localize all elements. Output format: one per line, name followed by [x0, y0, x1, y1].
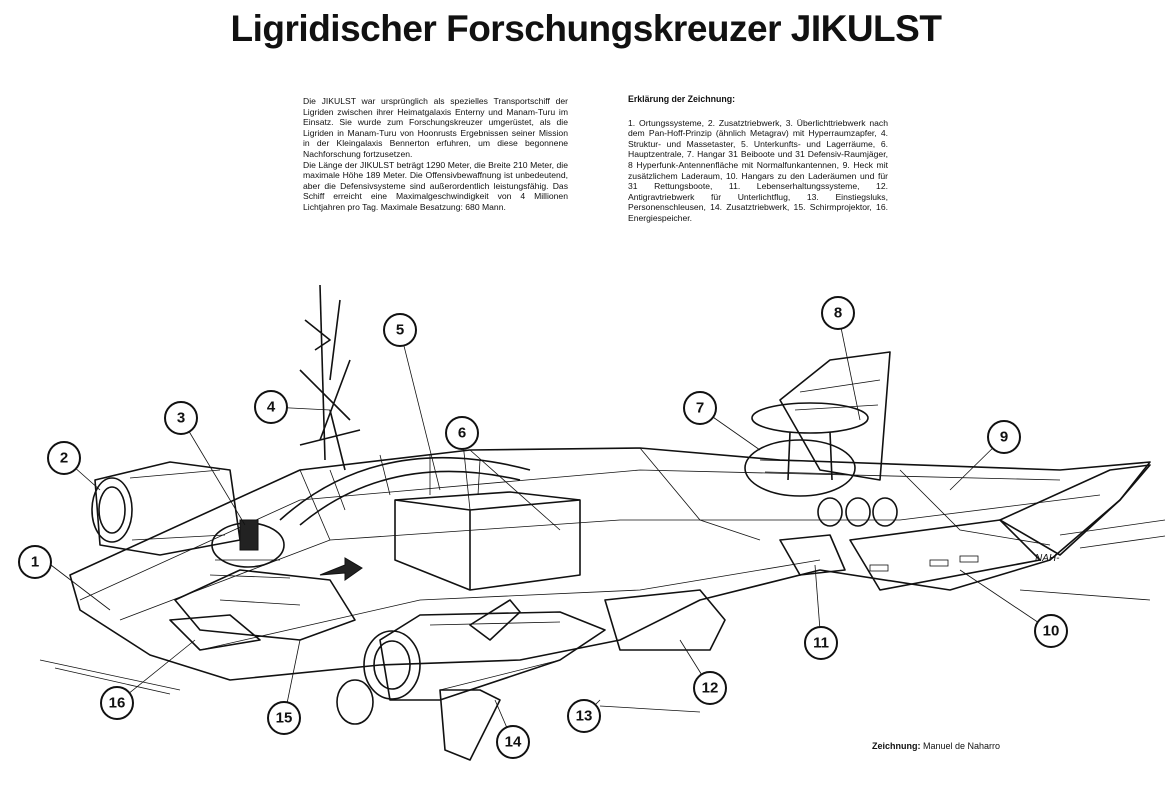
callout-1 — [19, 546, 51, 578]
callout-2 — [48, 442, 80, 474]
callout-6 — [446, 417, 478, 449]
svg-text:4: 4 — [266, 398, 276, 416]
svg-text:11: 11 — [813, 634, 829, 652]
main-central-deck — [395, 492, 580, 590]
artist-signature: NAH- — [1035, 553, 1060, 564]
svg-text:15: 15 — [275, 709, 293, 727]
lower-engine-nacelle — [337, 600, 605, 760]
intro-paragraph-specs: Die Länge der JIKULST beträgt 1290 Meter, die Breite 210 Meter, die maximale Höhe 189 Meter. Die Offensivbewaffnung ist unbedeutend, aber die Defensivsysteme sind außerordentlich leistungsfähig. Das Schiff erreicht eine Maximalgeschwindigkeit von 4 Millionen Lichtjahren pro Tag. Maximale Besatzung: 680 Mann. — [303, 159, 568, 212]
callout-10 — [1035, 615, 1067, 647]
hangar-dome — [745, 403, 868, 496]
callout-8 — [822, 297, 854, 329]
life-support-module — [780, 535, 845, 575]
svg-text:7: 7 — [695, 399, 705, 417]
engine-room-cutaway — [175, 520, 355, 640]
callout-9 — [988, 421, 1020, 453]
hull-emblem — [818, 498, 897, 526]
upper-engine-nacelle — [92, 462, 240, 555]
credit-artist: Manuel de Naharro — [923, 741, 1001, 751]
page-title: Ligridischer Forschungskreuzer JIKULST — [230, 8, 942, 49]
arch-antenna-bridge — [280, 455, 530, 525]
callout-11 — [805, 627, 837, 659]
callout-14 — [497, 726, 529, 758]
direction-arrow-icon — [320, 558, 362, 580]
svg-text:9: 9 — [999, 428, 1009, 446]
svg-text:13: 13 — [575, 707, 593, 725]
antenna-mast — [300, 285, 360, 470]
callout-leader-lines — [47, 313, 1051, 742]
svg-text:1: 1 — [30, 553, 40, 571]
energy-storage-panel — [170, 615, 260, 650]
legend-text: 1. Ortungssysteme, 2. Zusatztriebwerk, 3. Überlichttriebwerk nach dem Pan-Hoff-Prinzip (ähnlich Metagrav) mit Hyperraumzapfer, 4. Struktur- und Massetaster, 5. Unterkunfts- und Lagerräume, 6. Hauptzentrale, 7. Hangar 31 Beiboote und 31 Defensiv-Raumjäger, 8 Hyperfunk-Antennenfläche mit Normalfunkantennen, 9. Heck mit zusätzlichem Laderaum, 10. Hangars zu den Laderäumen und für 31 Rettungsboote, 11. Lebenserhaltungssysteme, 12. Antigravtriebwerk für Unterlichtflug, 13. Einstiegsluks, Personenschleusen, 14. Zusatztriebwerk, 15. Schirmprojektor, 16. Energiespeicher. — [628, 117, 888, 223]
callout-16 — [101, 687, 133, 719]
svg-text:5: 5 — [395, 321, 405, 339]
callout-4 — [255, 391, 287, 423]
callout-13 — [568, 700, 600, 732]
svg-text:2: 2 — [59, 449, 69, 467]
svg-text:6: 6 — [457, 424, 467, 442]
svg-text:10: 10 — [1042, 622, 1060, 640]
credit-label: Zeichnung: — [872, 741, 921, 751]
svg-text:12: 12 — [701, 679, 719, 697]
svg-text:8: 8 — [833, 304, 843, 322]
svg-text:14: 14 — [504, 733, 522, 751]
callout-15 — [268, 702, 300, 734]
callout-3 — [165, 402, 197, 434]
callout-12 — [694, 672, 726, 704]
legend-heading: Erklärung der Zeichnung: — [628, 94, 736, 104]
svg-text:16: 16 — [108, 694, 126, 712]
drawing-credit — [872, 741, 1000, 751]
antigrav-engine-bay — [605, 590, 725, 650]
intro-paragraph-history: Die JIKULST war ursprünglich als spezielles Transportschiff der Ligriden zwischen ihrer Heimatgalaxis Enterny und Manam-Turu im Einsatz. Sie wurde zum Forschungskreuzer umgerüstet, als die Ligriden in Manam-Turu von Hoonrusts Ergebnissen seiner Mission in der Kleingalaxis Bennerton erfuhren, um diese begonnene Nachforschung fortzusetzen. — [303, 96, 568, 159]
svg-text:3: 3 — [176, 409, 186, 427]
callout-7 — [684, 392, 716, 424]
callout-5 — [384, 314, 416, 346]
